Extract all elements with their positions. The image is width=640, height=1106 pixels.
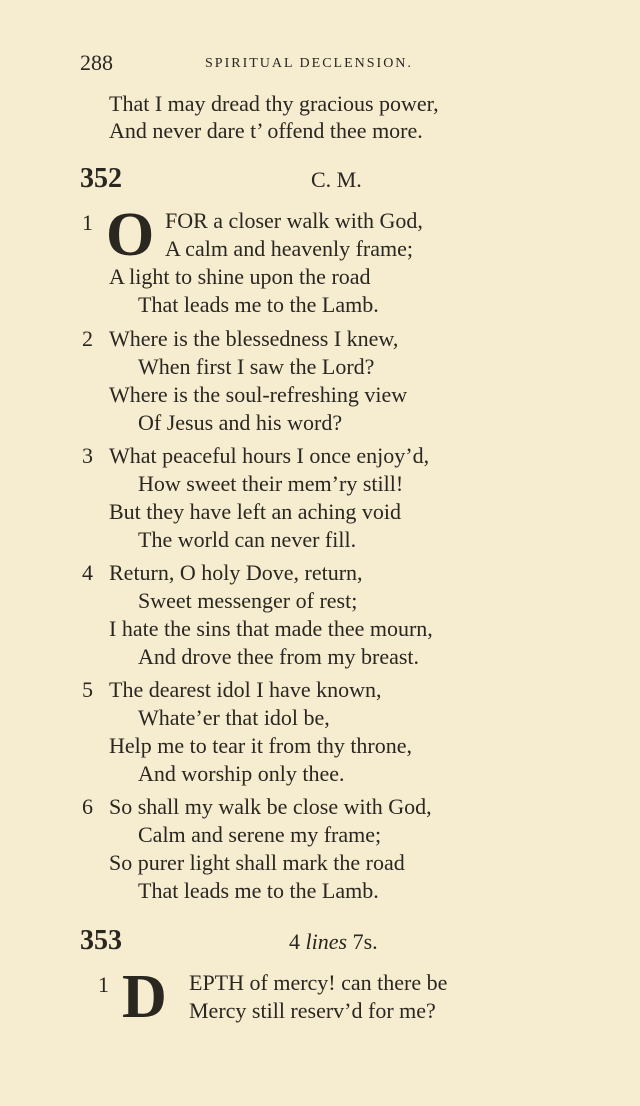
hymn-number: 352 xyxy=(80,163,122,194)
verse-line: When first I saw the Lord? xyxy=(138,354,375,379)
verse-line: Sweet messenger of rest; xyxy=(138,588,358,613)
hymn-meter: C. M. xyxy=(311,167,362,192)
stanza-number: 2 xyxy=(82,326,93,351)
verse-line: So purer light shall mark the road xyxy=(109,850,405,875)
verse-line: Calm and serene my frame; xyxy=(138,822,382,847)
verse-line: And worship only thee. xyxy=(138,761,345,786)
verse-line: FOR a closer walk with God, xyxy=(165,208,423,233)
stanza-number: 3 xyxy=(82,443,93,468)
verse-line: And drove thee from my breast. xyxy=(138,644,420,669)
stanza-number: 1 xyxy=(82,210,93,235)
verse-line: Help me to tear it from thy throne, xyxy=(109,733,413,758)
stanza-number: 4 xyxy=(82,560,93,585)
continuation-line: And never dare t’ offend thee more. xyxy=(109,118,423,143)
meter-word: lines xyxy=(305,929,348,954)
drop-cap: D xyxy=(122,963,167,1031)
page-number: 288 xyxy=(80,50,113,75)
verse-line: What peaceful hours I once enjoy’d, xyxy=(109,443,430,468)
verse-line: That leads me to the Lamb. xyxy=(138,292,379,317)
verse-line: The dearest idol I have known, xyxy=(109,677,382,702)
verse-line: EPTH of mercy! can there be xyxy=(189,970,448,995)
verse-line: But they have left an aching void xyxy=(109,499,402,524)
verse-line: So shall my walk be close with God, xyxy=(109,794,432,819)
stanza-number: 6 xyxy=(82,794,93,819)
verse-line: A calm and heavenly frame; xyxy=(165,236,414,261)
stanza-number: 1 xyxy=(98,972,109,997)
running-head: SPIRITUAL DECLENSION. xyxy=(205,56,413,71)
verse-line: The world can never fill. xyxy=(138,527,357,552)
verse-line: A light to shine upon the road xyxy=(109,264,371,289)
meter-tail: 7s. xyxy=(352,929,378,954)
verse-line: Of Jesus and his word? xyxy=(138,410,343,435)
verse-line: How sweet their mem’ry still! xyxy=(138,471,404,496)
verse-line: Whate’er that idol be, xyxy=(138,705,330,730)
verse-line: That leads me to the Lamb. xyxy=(138,878,379,903)
drop-cap: O xyxy=(106,201,155,269)
hymn-meter xyxy=(289,929,378,955)
verse-line: I hate the sins that made thee mourn, xyxy=(109,616,433,641)
meter-count: 4 xyxy=(289,929,300,954)
verse-line: Return, O holy Dove, return, xyxy=(109,560,363,585)
stanza-number: 5 xyxy=(82,677,93,702)
verse-line: Where is the blessedness I knew, xyxy=(109,326,399,351)
verse-line: Mercy still reserv’d for me? xyxy=(189,998,436,1023)
continuation-line: That I may dread thy gracious power, xyxy=(109,91,439,116)
page-header xyxy=(80,50,490,78)
verse-line: Where is the soul-refreshing view xyxy=(109,382,408,407)
hymn-number: 353 xyxy=(80,925,122,956)
